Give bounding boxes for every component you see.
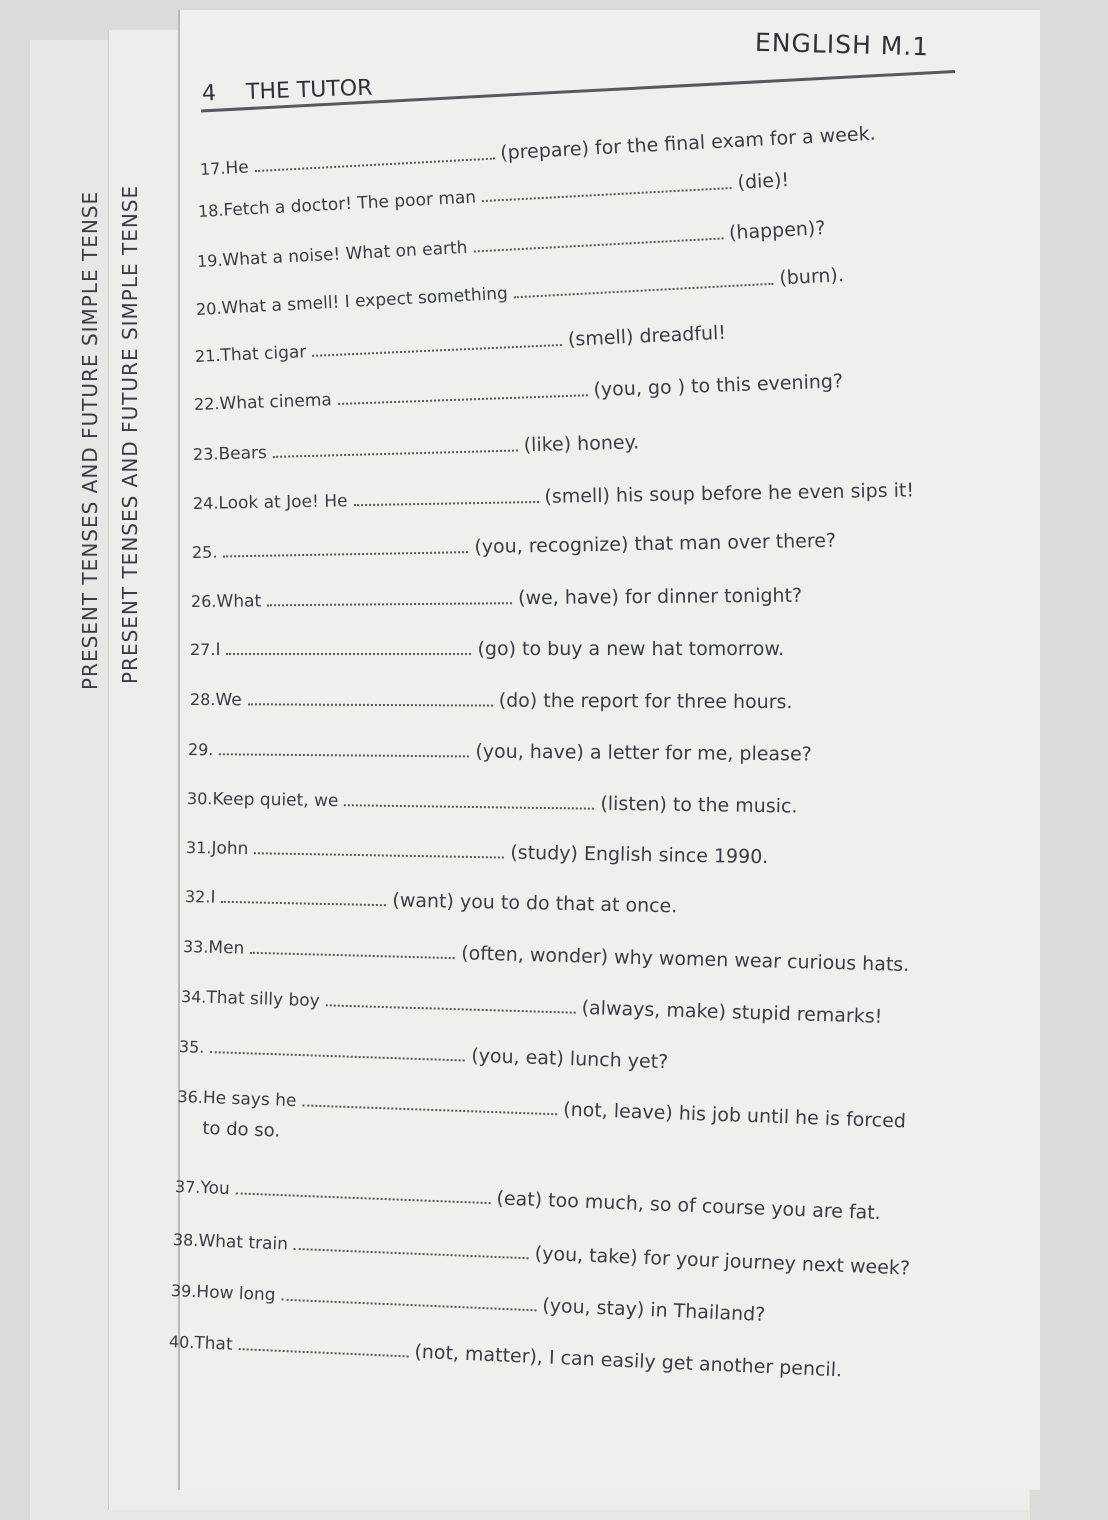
item-prompt: That <box>194 1333 233 1355</box>
answer-blank[interactable] <box>473 223 723 252</box>
exercise-item <box>171 1279 766 1326</box>
item-prompt: What a noise! What on earth <box>222 238 468 271</box>
item-prompt: I <box>215 640 220 660</box>
item-number: 22. <box>194 394 220 414</box>
exercise-item <box>173 1228 911 1280</box>
item-number: 37. <box>175 1177 201 1197</box>
item-number: 24. <box>193 494 219 513</box>
item-prompt: Keep quiet, we <box>212 789 338 811</box>
exercise-item <box>186 836 769 868</box>
item-prompt: He <box>225 157 249 178</box>
item-hint: (do) the report for three hours. <box>499 690 793 714</box>
item-hint: (happen)? <box>728 217 825 244</box>
item-prompt: Look at Joe! He <box>218 491 347 513</box>
answer-blank[interactable] <box>273 436 518 458</box>
item-hint: (you, take) for your journey next week? <box>534 1243 910 1280</box>
item-hint: (always, make) stupid remarks! <box>581 997 882 1028</box>
exercise-item <box>190 638 784 660</box>
exercise-item <box>191 585 802 612</box>
spine-label-back: PRESENT TENSES AND FUTURE SIMPLE TENSE <box>78 191 102 690</box>
answer-blank[interactable] <box>337 380 587 405</box>
answer-blank[interactable] <box>312 330 562 357</box>
item-prompt: Fetch a doctor! The poor man <box>223 187 477 220</box>
item-hint: (smell) dreadful! <box>568 322 727 351</box>
subject-heading: ENGLISH M.1 <box>755 28 930 62</box>
item-number: 20. <box>196 299 222 319</box>
answer-blank[interactable] <box>254 838 504 858</box>
exercise-item <box>175 1175 882 1224</box>
answer-blank[interactable] <box>481 173 731 202</box>
answer-blank[interactable] <box>294 1234 529 1259</box>
answer-blank[interactable] <box>226 639 471 655</box>
item-hint: (you, go ) to this evening? <box>593 370 843 401</box>
answer-blank[interactable] <box>219 739 469 757</box>
item-prompt: What train <box>198 1231 288 1255</box>
item-hint: (you, eat) lunch yet? <box>471 1045 669 1074</box>
item-hint: (like) honey. <box>523 431 639 456</box>
item-number: 39. <box>171 1281 197 1301</box>
item-number: 27. <box>190 640 215 659</box>
exercise-item <box>190 688 793 713</box>
answer-blank[interactable] <box>223 537 468 557</box>
item-number: 25. <box>192 543 218 562</box>
exercise-item <box>194 370 844 415</box>
item-prompt: Men <box>208 938 244 959</box>
answer-blank[interactable] <box>254 144 495 173</box>
answer-blank[interactable] <box>513 269 773 299</box>
answer-blank[interactable] <box>326 990 576 1013</box>
item-hint: (prepare) for the final exam for a week. <box>500 123 876 165</box>
item-number: 17. <box>200 159 226 179</box>
item-hint: (die)! <box>737 169 790 194</box>
item-prompt: That cigar <box>220 342 307 366</box>
exercise-item <box>183 935 910 976</box>
answer-blank[interactable] <box>248 689 493 706</box>
item-prompt: That silly boy <box>206 988 320 1011</box>
item-hint: (you, recognize) that man over there? <box>474 530 836 558</box>
exercise-item <box>187 787 798 818</box>
item-number: 30. <box>187 789 213 808</box>
item-hint: (burn). <box>779 264 845 289</box>
item-number: 19. <box>197 251 223 271</box>
answer-blank[interactable] <box>250 938 455 959</box>
exercise-item <box>196 217 825 272</box>
item-hint: (often, wonder) why women wear curious hats. <box>461 942 910 976</box>
item-hint: (listen) to the music. <box>600 793 797 818</box>
exercise-item <box>197 169 789 222</box>
item-number: 29. <box>188 740 214 759</box>
item-prompt: Bears <box>218 443 267 464</box>
item-number: 40. <box>169 1332 195 1352</box>
item-hint: (smell) his soup before he even sips it! <box>544 479 914 507</box>
exercise-item <box>188 738 812 765</box>
answer-blank[interactable] <box>281 1285 536 1312</box>
item-hint: (we, have) for dinner tonight? <box>518 585 802 609</box>
answer-blank[interactable] <box>210 1037 465 1061</box>
item-hint: (not, matter), I can easily get another pencil. <box>414 1341 843 1382</box>
answer-blank[interactable] <box>238 1334 409 1357</box>
item-hint: (you, stay) in Thailand? <box>542 1295 766 1326</box>
exercise-item <box>193 431 640 465</box>
book-title: THE TUTOR <box>246 76 373 105</box>
exercise-item <box>192 530 836 563</box>
answer-blank[interactable] <box>353 487 538 506</box>
item-prompt: What cinema <box>219 390 332 414</box>
item-prompt: John <box>211 838 248 859</box>
item-prompt: We <box>215 690 241 710</box>
item-number: 33. <box>183 937 209 957</box>
item-prompt: How long <box>196 1282 276 1305</box>
item-continuation: to do so. <box>202 1118 905 1164</box>
item-number: 32. <box>185 887 211 907</box>
item-number: 18. <box>198 201 224 221</box>
item-hint: (go) to buy a new hat tomorrow. <box>477 638 784 660</box>
answer-blank[interactable] <box>344 790 594 809</box>
item-number: 34. <box>181 987 207 1007</box>
item-prompt: You <box>200 1178 230 1199</box>
item-prompt: He says he <box>203 1088 297 1111</box>
item-number: 35. <box>179 1037 205 1057</box>
exercise-item <box>195 322 727 367</box>
answer-blank[interactable] <box>221 887 386 906</box>
item-prompt: What a smell! I expect something <box>221 284 508 319</box>
item-number: 36. <box>177 1087 203 1107</box>
item-hint: (want) you to do that at once. <box>392 889 677 917</box>
page-number: 4 <box>202 81 217 106</box>
exercise-item <box>185 885 678 917</box>
item-hint: (eat) too much, so of course you are fat. <box>496 1187 881 1224</box>
item-hint: (study) English since 1990. <box>510 842 768 868</box>
item-number: 38. <box>173 1230 199 1250</box>
exercise-item <box>176 1085 906 1163</box>
exercise-item <box>169 1330 843 1381</box>
item-prompt: I <box>210 888 215 908</box>
answer-blank[interactable] <box>267 588 512 606</box>
exercise-item <box>181 985 883 1028</box>
exercise-item <box>179 1035 669 1073</box>
item-number: 28. <box>190 690 216 709</box>
item-number: 31. <box>186 838 212 857</box>
item-number: 21. <box>195 346 221 366</box>
exercise-item <box>193 479 914 514</box>
item-number: 23. <box>193 444 219 464</box>
answer-blank[interactable] <box>235 1178 490 1204</box>
answer-blank[interactable] <box>302 1090 557 1115</box>
spine-label: PRESENT TENSES AND FUTURE SIMPLE TENSE <box>118 185 142 684</box>
item-number: 26. <box>191 592 217 611</box>
item-hint: (not, leave) his job until he is forced <box>563 1098 906 1132</box>
item-hint: (you, have) a letter for me, please? <box>475 741 812 766</box>
item-prompt: What <box>216 591 261 611</box>
exercise-item <box>195 264 844 320</box>
